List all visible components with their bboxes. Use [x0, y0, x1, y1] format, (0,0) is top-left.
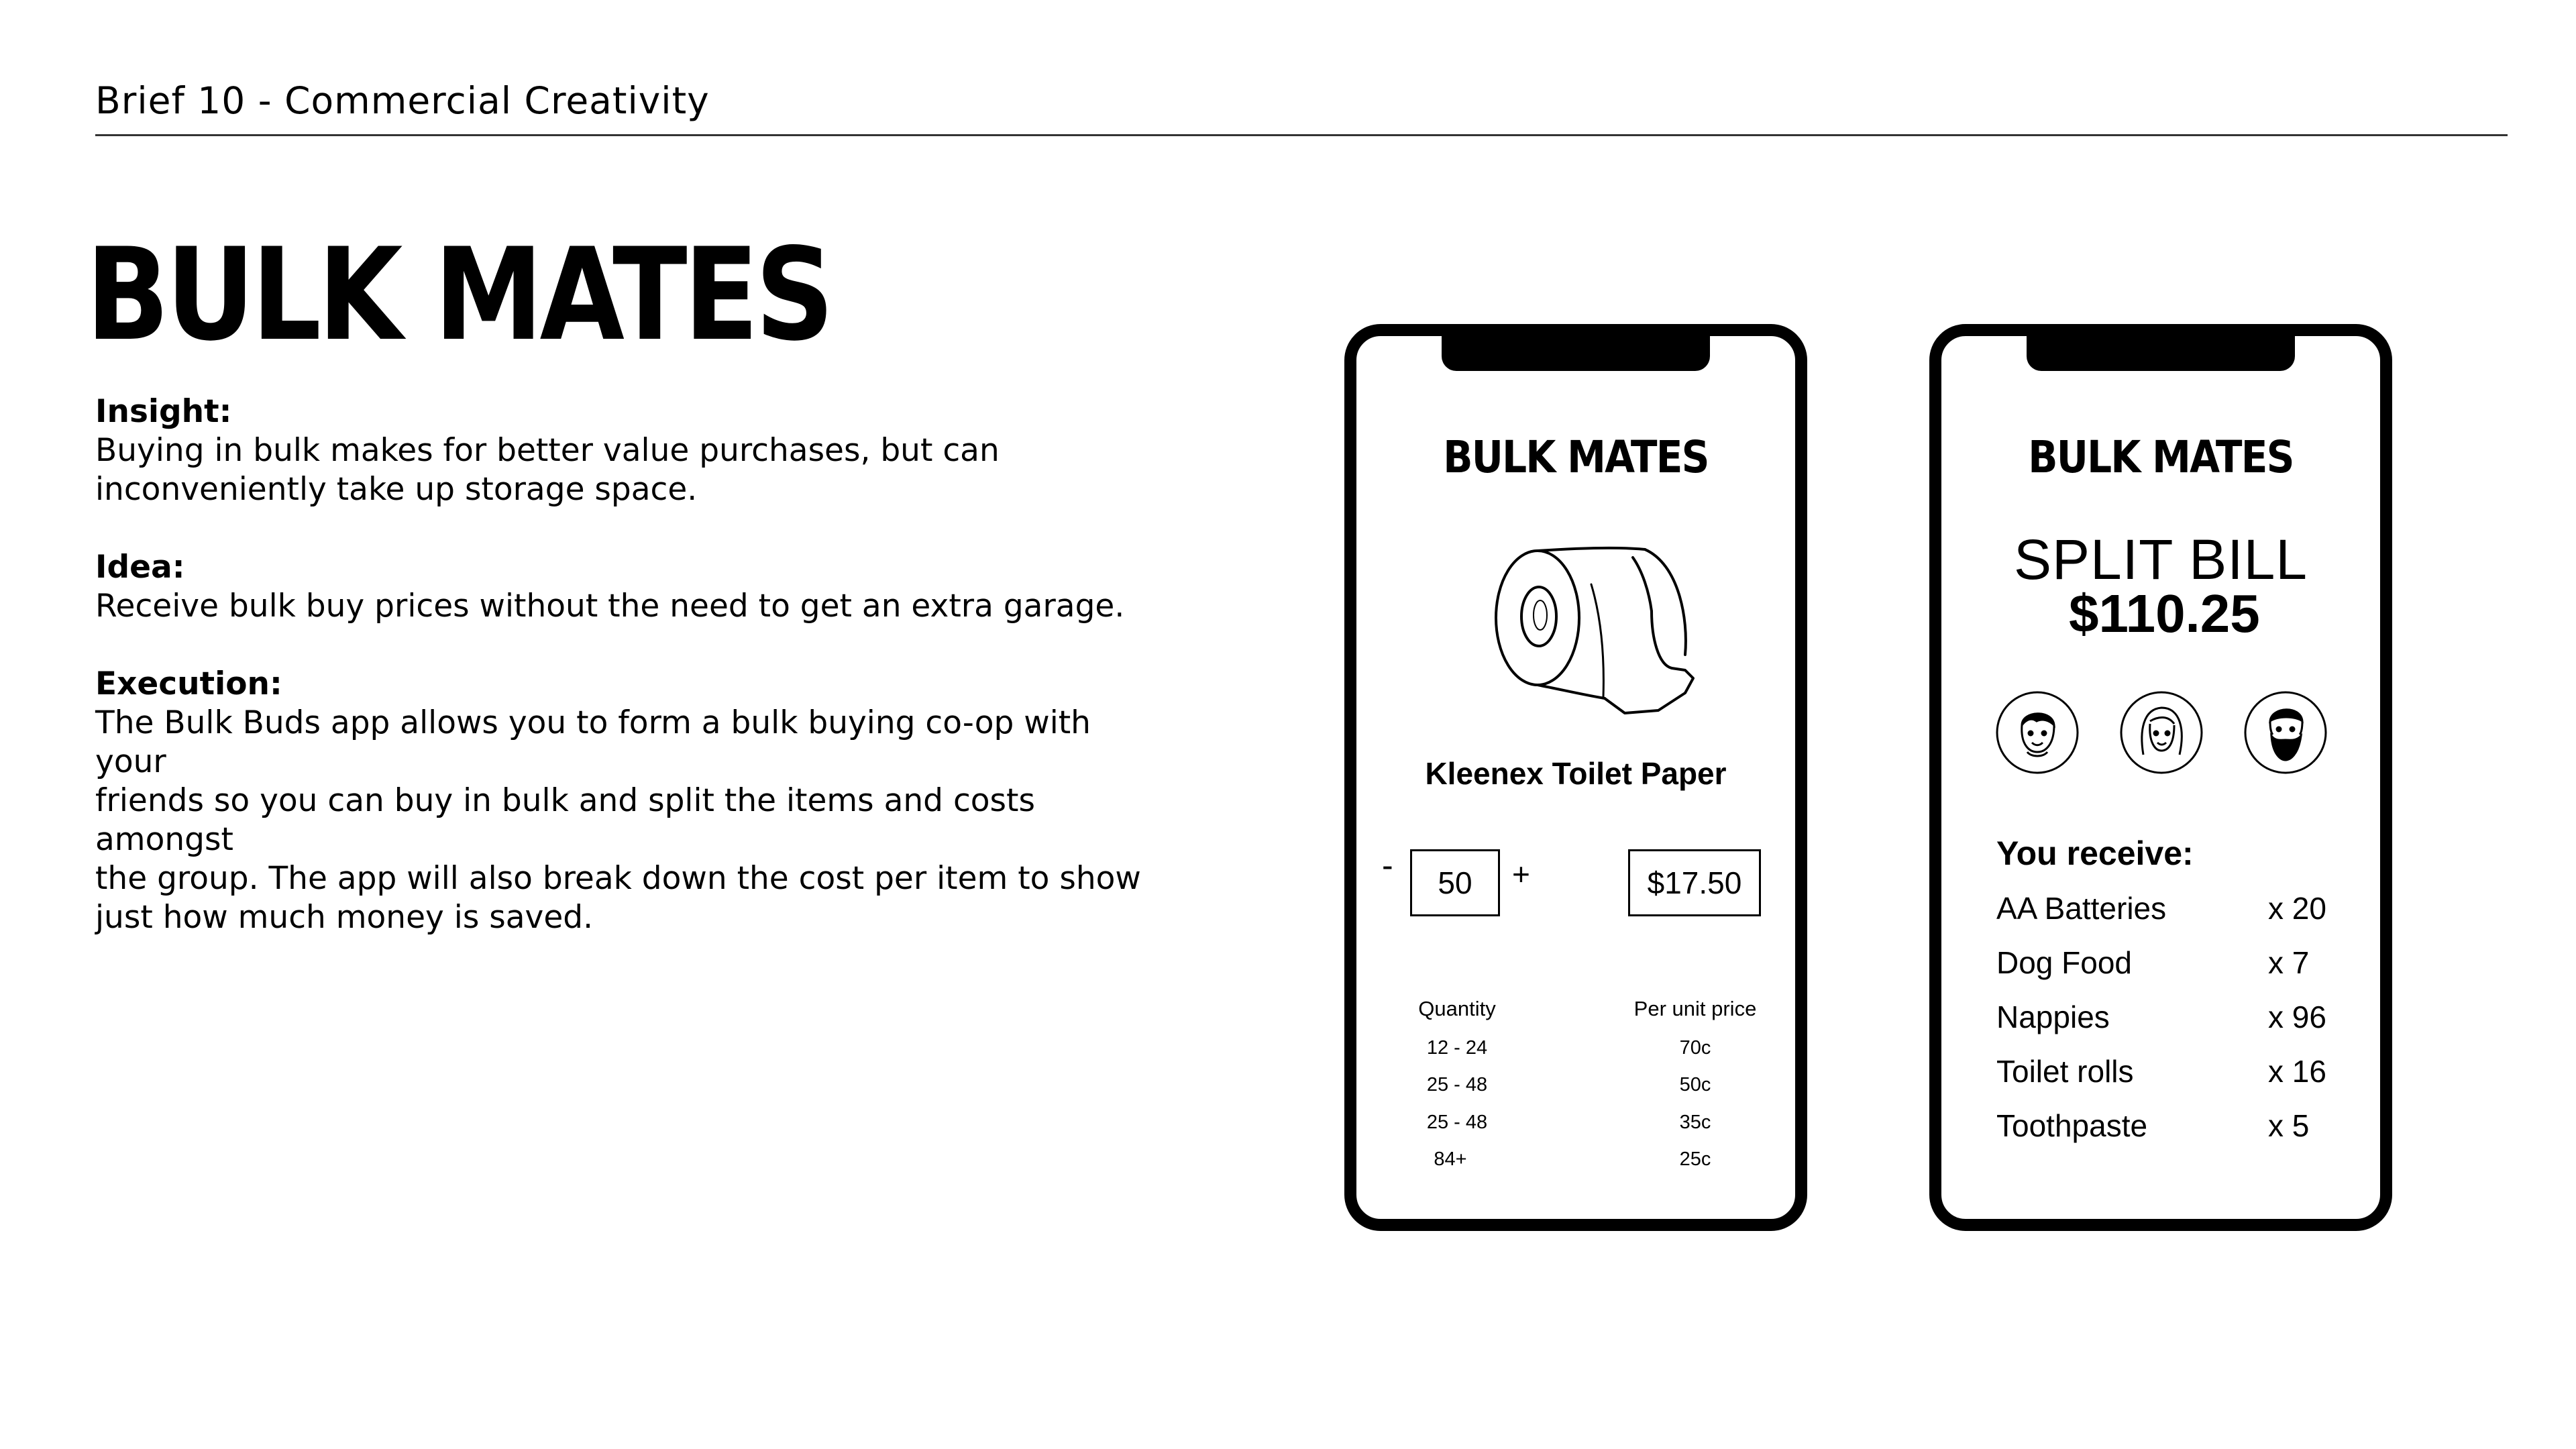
execution-line: friends so you can buy in bulk and split the items and costs amongst	[95, 782, 1035, 858]
insight-heading: Insight:	[95, 393, 232, 430]
split-bill-label: SPLIT BILL	[2013, 528, 2308, 591]
phone-product-screen	[1344, 324, 1807, 1231]
receive-item-name: AA Batteries	[1996, 891, 2167, 926]
insight-line: Buying in bulk makes for better value purchases, but can	[95, 432, 1000, 469]
table-header-unit-price: Per unit price	[1633, 997, 1757, 1020]
slide-header: Brief 10 - Commercial Creativity	[95, 79, 710, 122]
table-cell-quantity: 25 - 48	[1426, 1074, 1488, 1095]
boy-avatar-icon[interactable]	[1995, 690, 2080, 775]
execution-line: just how much money is saved.	[95, 899, 594, 936]
decrease-quantity-button[interactable]: -	[1382, 847, 1393, 884]
phone-notch	[1442, 332, 1710, 371]
receive-item-name: Toothpaste	[1996, 1108, 2148, 1143]
phone-split-bill-screen	[1929, 324, 2392, 1231]
receive-item-name: Dog Food	[1996, 945, 2133, 980]
product-name: Kleenex Toilet Paper	[1425, 756, 1727, 791]
execution-heading: Execution:	[95, 665, 282, 702]
receive-item-qty: x 5	[2268, 1108, 2310, 1143]
table-cell-quantity: 12 - 24	[1426, 1037, 1488, 1059]
table-cell-price: 70c	[1679, 1037, 1711, 1059]
execution-line: The Bulk Buds app allows you to form a bulk buying co-op with your	[95, 704, 1091, 780]
table-cell-price: 35c	[1679, 1112, 1711, 1133]
idea-line: Receive bulk buy prices without the need to get an extra garage.	[95, 588, 1125, 625]
idea-heading: Idea:	[95, 549, 185, 586]
total-price: $17.50	[1628, 849, 1761, 916]
header-divider	[95, 134, 2508, 136]
split-bill-amount: $110.25	[2069, 584, 2260, 643]
receive-item-name: Nappies	[1996, 1000, 2110, 1034]
brief-copy	[95, 392, 1169, 937]
app-title: BULK MATES	[1443, 431, 1709, 483]
table-cell-quantity: 84+	[1434, 1148, 1467, 1170]
receive-item-qty: x 16	[2268, 1054, 2326, 1089]
receive-item-name: Toilet rolls	[1996, 1054, 2134, 1089]
toilet-roll-icon	[1484, 537, 1739, 725]
table-cell-price: 25c	[1679, 1148, 1711, 1170]
bearded-man-avatar-icon[interactable]	[2243, 690, 2328, 775]
receive-item-qty: x 20	[2268, 891, 2326, 926]
increase-quantity-button[interactable]: +	[1512, 857, 1530, 892]
woman-avatar-icon[interactable]	[2119, 690, 2204, 775]
quantity-field[interactable]: 50	[1410, 849, 1500, 916]
phone-notch	[2027, 332, 2295, 371]
receive-item-qty: x 96	[2268, 1000, 2326, 1034]
insight-line: inconveniently take up storage space.	[95, 471, 698, 508]
page-title: BULK MATES	[86, 221, 831, 369]
app-title: BULK MATES	[2028, 431, 2294, 483]
table-cell-price: 50c	[1679, 1074, 1711, 1095]
receive-item-qty: x 7	[2268, 945, 2310, 980]
table-header-quantity: Quantity	[1418, 997, 1496, 1020]
execution-line: the group. The app will also break down the cost per item to show	[95, 860, 1141, 897]
receive-heading: You receive:	[1996, 835, 2194, 872]
table-cell-quantity: 25 - 48	[1426, 1112, 1488, 1133]
